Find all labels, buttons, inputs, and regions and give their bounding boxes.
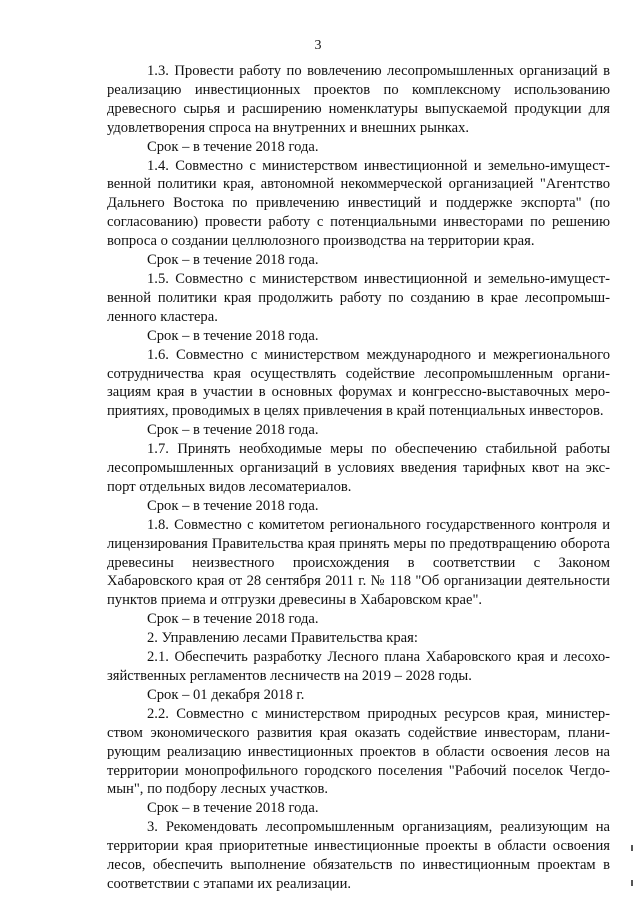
scan-edge-mark [631,880,633,886]
deadline-2-1: Срок – 01 декабря 2018 г. [147,686,305,703]
deadline-1-5: Срок – в течение 2018 года. [147,327,319,344]
scan-edge-mark [631,845,633,851]
paragraph-1-5: 1.5. Совместно с министерством инвестиционной и земельно-имущественной политики края продолжить работу по созданию в крае лесопромышленного кластера. [107,270,610,325]
document-body [107,62,610,894]
deadline-2-2: Срок – в течение 2018 года. [147,800,319,817]
paragraph-2-2: 2.2. Совместно с министерством природных ресурсов края, министерством экономического развития края оказать содействие инвесторам, планирующим реализацию инвестиционных проектов в области освоения лесов на территории монопрофильного городского поселения "Рабочий поселок Чегдомын", по подбору лесных участков. [107,705,610,798]
page-number: 3 [314,38,322,53]
deadline-1-4: Срок – в течение 2018 года. [147,252,319,269]
paragraph-3: 3. Рекомендовать лесопромышленным организациям, реализующим на территории края приоритетные инвестиционные проекты в области освоения лесов, обеспечить выполнение обязательств по инвестиционным проектам в соответствии с этапами их реализации. [107,819,610,892]
paragraph-1-7: 1.7. Принять необходимые меры по обеспечению стабильной работы лесопромышленных организаций в условиях введения тарифных квот на экспорт отдельных видов лесоматериалов. [107,441,610,495]
section-2-heading: 2. Управлению лесами Правительства края: [147,630,418,647]
deadline-1-8: Срок – в течение 2018 года. [147,611,319,628]
deadline-1-6: Срок – в течение 2018 года. [147,422,319,439]
deadline-1-3: Срок – в течение 2018 года. [147,138,319,155]
paragraph-2-1: 2.1. Обеспечить разработку Лесного плана Хабаровского края и лесохозяйственных регламентов лесничеств на 2019 – 2028 годы. [107,649,610,684]
paragraph-1-8: 1.8. Совместно с комитетом регионального государственного контроля и лицензирования Правительства края принять меры по предотвращению оборота древесины неизвестного происхождения в соответствии с Законом Хабаровского края от 28 сентября 2011 г. № 118 "Об организации деятельности пунктов приема и отгрузки древесины в Хабаровском крае". [107,516,610,609]
deadline-1-7: Срок – в течение 2018 года. [147,497,319,514]
paragraph-1-4: 1.4. Совместно с министерством инвестиционной и земельно-имущественной политики края, автономной некоммерческой организацией "Агентство Дальнего Востока по привлечению инвестиций и поддержке экспорта" (по согласованию) провести работу с потенциальными инвесторами по решению вопроса о создании целлюлозного производства на территории края. [107,157,610,250]
paragraph-1-6: 1.6. Совместно с министерством международного и межрегионального сотрудничества края осуществлять содействие лесопромышленным организациям края в участии в основных форумах и конгрессно-выставочных мероприятиях, проводимых в целях привлечения в край потенциальных инвесторов. [107,346,610,420]
paragraph-1-3: 1.3. Провести работу по вовлечению лесопромышленных организаций в реализацию инвестиционных проектов по комплексному использованию древесного сырья и расширению номенклатуры выпускаемой продукции для удовлетворения спроса на внутренних и внешних рынках. [107,63,610,136]
